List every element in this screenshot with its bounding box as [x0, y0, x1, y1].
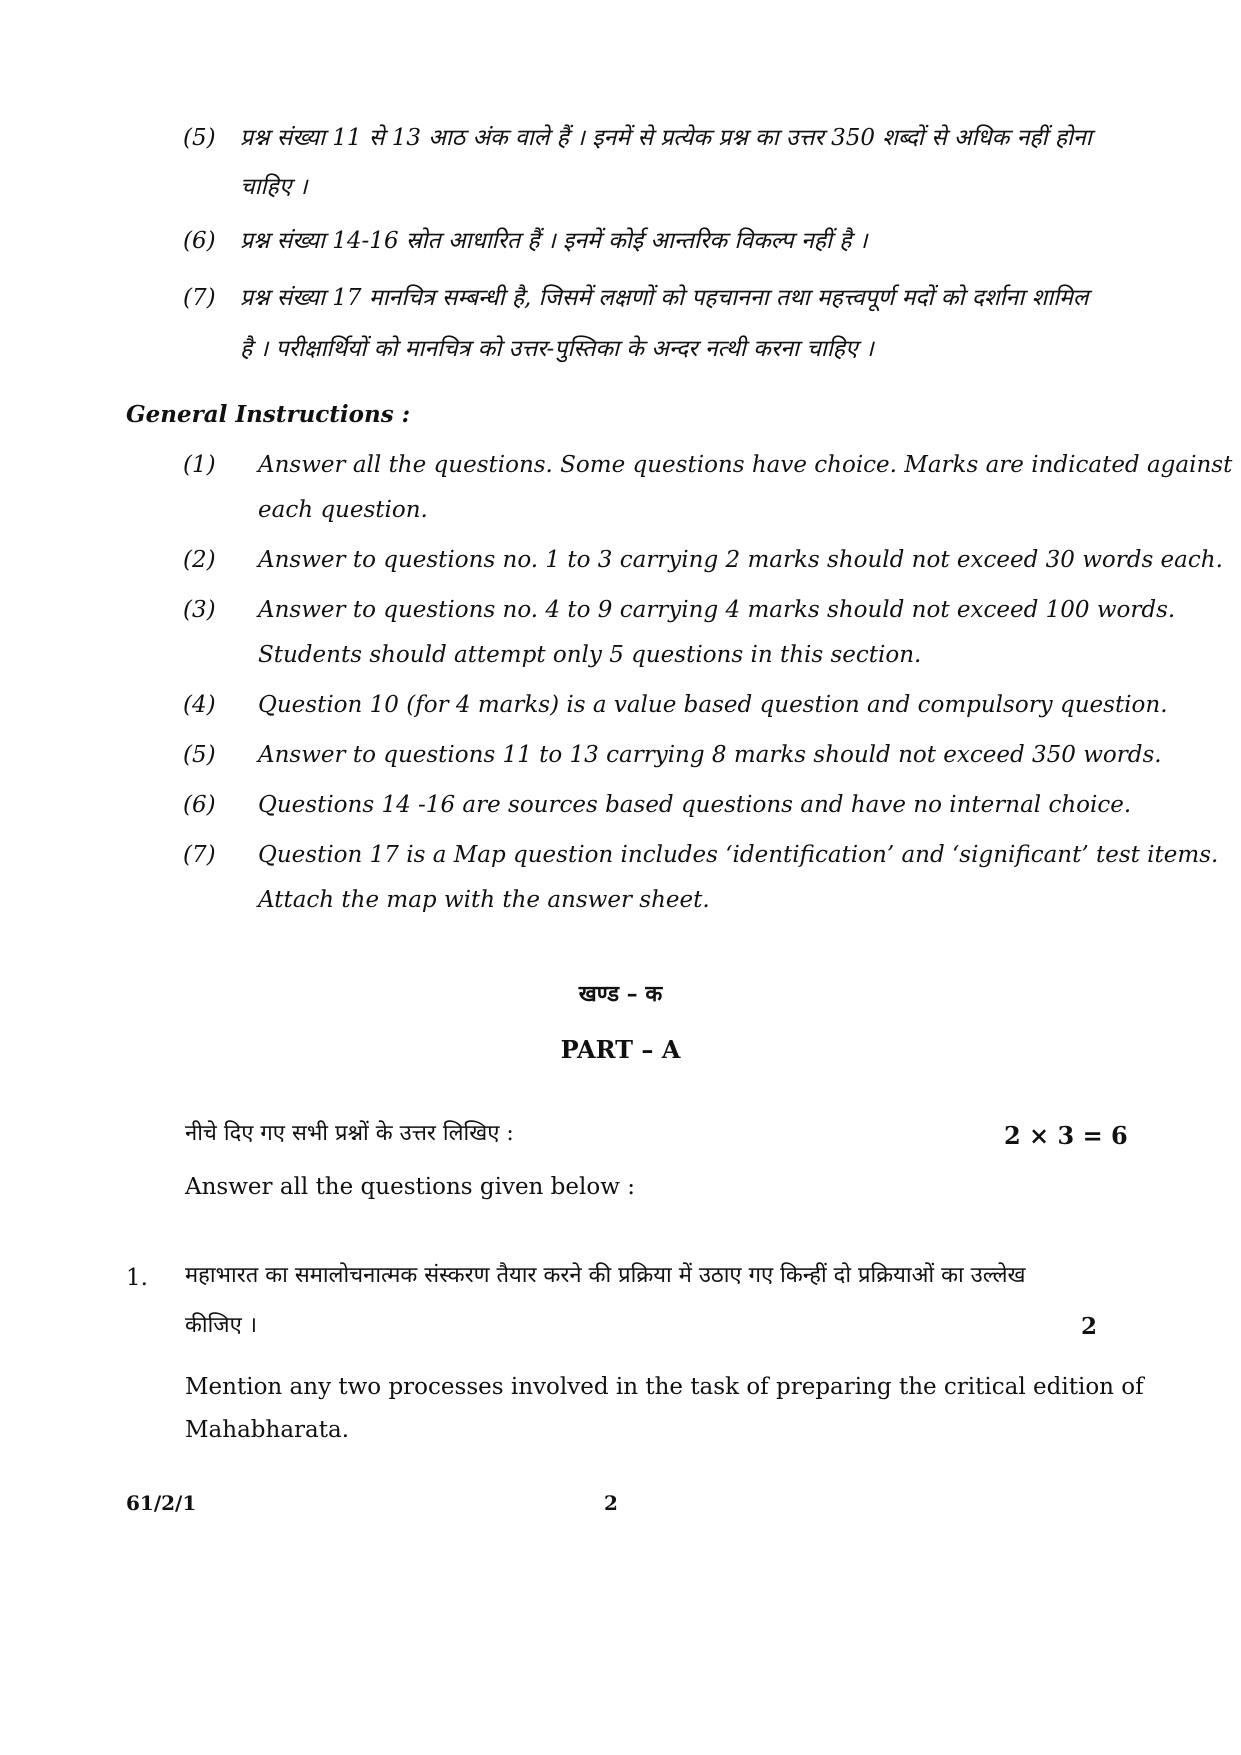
question-1-marks: 2: [1081, 1313, 1098, 1340]
gi-item-7-number: (7): [183, 842, 216, 868]
hi-item-5-line-2: चाहिए ।: [240, 174, 308, 200]
gi-item-1-line-2: each question.: [258, 497, 428, 523]
gi-item-4-number: (4): [183, 692, 216, 718]
gi-item-4-line-1: Question 10 (for 4 marks) is a value based question and compulsory question.: [258, 692, 1168, 718]
gi-item-5-line-1: Answer to questions 11 to 13 carrying 8 marks should not exceed 350 words.: [258, 742, 1162, 768]
hi-item-7-number: (7): [183, 285, 216, 311]
question-1-hindi-line-1: महाभारत का समालोचनात्मक संस्करण तैयार करने की प्रक्रिया में उठाए गए किन्हीं दो प्रक्रियाओं का उल्लेख: [185, 1263, 1026, 1288]
section-marks-formula: 2 × 3 = 6: [1004, 1121, 1128, 1150]
gi-item-5-number: (5): [183, 742, 216, 768]
hi-item-6-line-1: प्रश्न संख्या 14-16 स्रोत आधारित हैं । इनमें कोई आन्तरिक विकल्प नहीं है ।: [240, 228, 868, 254]
question-1-english-line-1: Mention any two processes involved in the task of preparing the critical edition of: [185, 1374, 1144, 1400]
section-english-title: PART – A: [560, 1035, 681, 1064]
footer-paper-code: 61/2/1: [126, 1491, 197, 1515]
gi-item-1-line-1: Answer all the questions. Some questions have choice. Marks are indicated against: [258, 452, 1233, 478]
gi-item-1-number: (1): [183, 452, 216, 478]
gi-item-2-line-1: Answer to questions no. 1 to 3 carrying 2 marks should not exceed 30 words each.: [258, 547, 1223, 573]
gi-item-3-line-1: Answer to questions no. 4 to 9 carrying 4 marks should not exceed 100 words.: [258, 597, 1176, 623]
question-1-hindi-line-2: कीजिए ।: [185, 1313, 258, 1338]
hi-item-5-line-1: प्रश्न संख्या 11 से 13 आठ अंक वाले हैं । इनमें से प्रत्येक प्रश्न का उत्तर 350 शब्दों से अधिक नहीं होना: [240, 125, 1092, 151]
gi-item-6-number: (6): [183, 792, 216, 818]
section-hindi-prompt: नीचे दिए गए सभी प्रश्नों के उत्तर लिखिए :: [185, 1121, 514, 1146]
footer-page-number: 2: [604, 1491, 618, 1515]
hi-item-5-number: (5): [183, 125, 216, 151]
gi-item-6-line-1: Questions 14 -16 are sources based questions and have no internal choice.: [258, 792, 1132, 818]
gi-item-3-number: (3): [183, 597, 216, 623]
gi-item-2-number: (2): [183, 547, 216, 573]
question-1-number: 1.: [126, 1265, 148, 1291]
general-instructions-heading: General Instructions :: [126, 401, 411, 428]
gi-item-7-line-2: Attach the map with the answer sheet.: [258, 887, 710, 913]
gi-item-7-line-1: Question 17 is a Map question includes ‘identification’ and ‘significant’ test items.: [258, 842, 1219, 868]
hi-item-7-line-1: प्रश्न संख्या 17 मानचित्र सम्बन्धी है, जिसमें लक्षणों को पहचानना तथा महत्त्वपूर्ण मदों को दर्शाना शामिल: [240, 285, 1089, 311]
section-hindi-title: खण्ड – क: [578, 981, 663, 1007]
hi-item-7-line-2: है । परीक्षार्थियों को मानचित्र को उत्तर-पुस्तिका के अन्दर नत्थी करना चाहिए ।: [240, 336, 874, 362]
hi-item-6-number: (6): [183, 228, 216, 254]
gi-item-3-line-2: Students should attempt only 5 questions in this section.: [258, 642, 922, 668]
question-1-english-line-2: Mahabharata.: [185, 1417, 350, 1443]
section-english-prompt: Answer all the questions given below :: [185, 1174, 635, 1200]
